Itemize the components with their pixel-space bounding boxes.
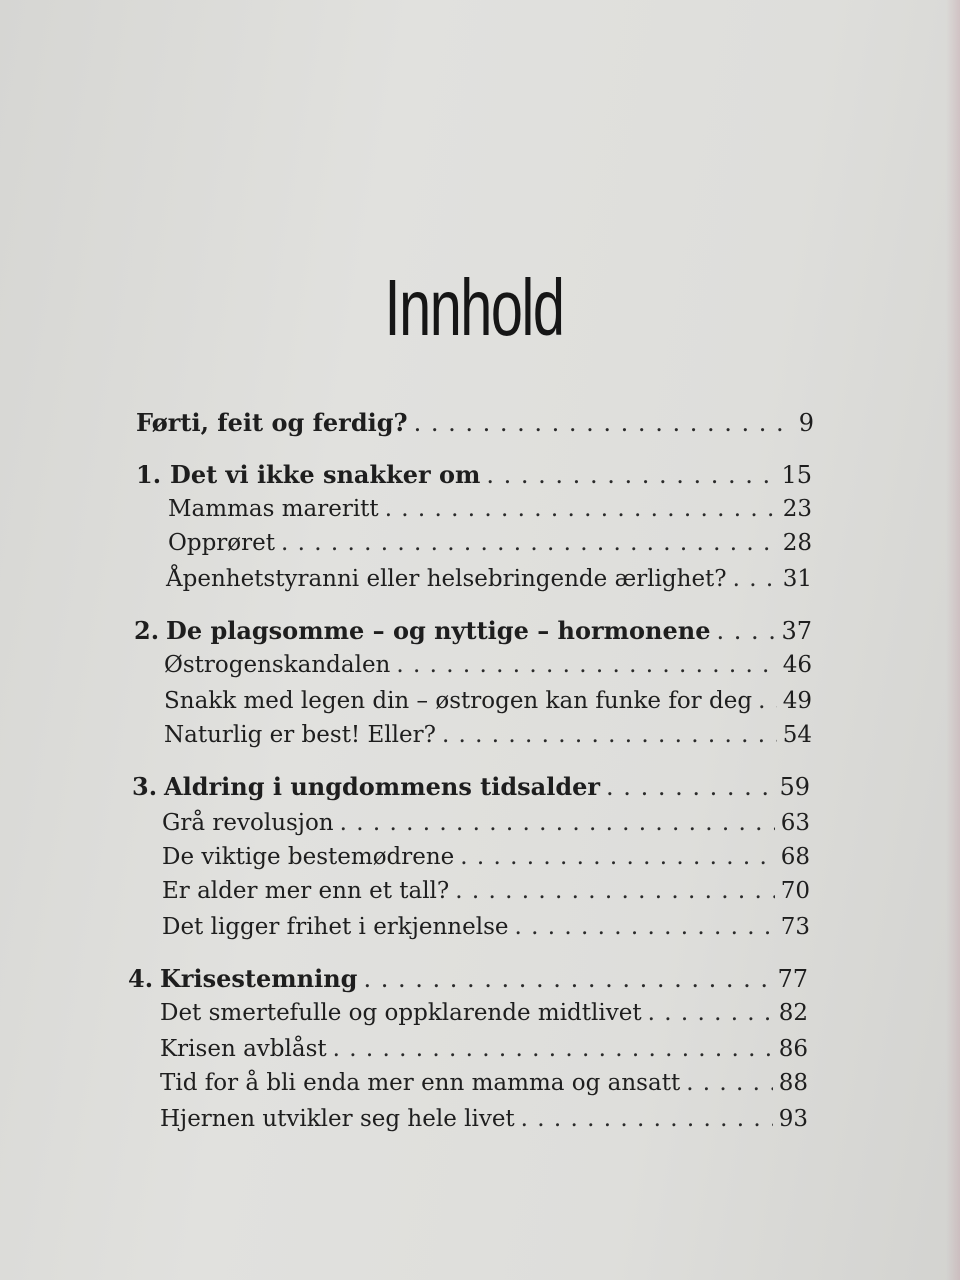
toc-page-number: 63: [780, 810, 810, 836]
toc-entry-label: Tid for å bli enda mer enn mamma og ansatt: [160, 1070, 681, 1096]
toc-section: [162, 912, 810, 942]
toc-entry-label: Det smertefulle og oppklarende midtlivet: [160, 1000, 642, 1026]
dot-leader: [648, 998, 773, 1028]
toc-entry-label: De plagsomme – og nyttige – hormonene: [166, 616, 711, 645]
toc-page-number: 70: [780, 878, 810, 904]
dot-leader: [521, 1104, 773, 1134]
toc-page-number: 73: [780, 914, 810, 940]
toc-entry-label: Er alder mer enn et tall?: [162, 878, 450, 904]
dot-leader: [686, 1068, 773, 1098]
toc-entry-label: Førti, feit og ferdig?: [136, 408, 408, 437]
dot-leader: [442, 720, 777, 750]
toc-page-number: 88: [778, 1070, 808, 1096]
toc-entry-label: Hjernen utvikler seg hele livet: [160, 1106, 515, 1132]
toc-page-number: 82: [778, 1000, 808, 1026]
toc-page-number: 31: [782, 566, 812, 592]
dot-leader: [333, 1034, 773, 1064]
toc-entry-label: Krisestemning: [160, 964, 358, 993]
toc-section: [168, 528, 812, 558]
dot-leader: [606, 772, 773, 802]
dot-leader: [758, 686, 777, 716]
chapter-number: 4.: [128, 964, 154, 993]
toc-section: [164, 720, 812, 750]
toc-page-number: 46: [782, 652, 812, 678]
toc-entry-label: Østrogenskandalen: [164, 652, 391, 678]
dot-leader: [455, 876, 774, 906]
toc-section: [168, 494, 812, 524]
chapter-number: 1.: [136, 460, 162, 489]
dot-leader: [733, 564, 777, 594]
dot-leader: [717, 616, 776, 646]
toc-entry-label: Mammas mareritt: [168, 496, 379, 522]
toc-section: [166, 564, 812, 594]
toc-page-number: 54: [782, 722, 812, 748]
toc-entry-label: Opprøret: [168, 530, 275, 556]
toc-page-number: 68: [780, 844, 810, 870]
toc-page-number: 9: [798, 409, 814, 437]
toc-page-number: 15: [781, 461, 812, 489]
toc-page-number: 28: [782, 530, 812, 556]
toc-section: [164, 650, 812, 680]
chapter-number: 2.: [134, 616, 160, 645]
dot-leader: [396, 650, 776, 680]
dot-leader: [514, 912, 774, 942]
toc-section: [160, 1034, 808, 1064]
toc-entry-label: De viktige bestemødrene: [162, 844, 455, 870]
toc-entry-label: Naturlig er best! Eller?: [164, 722, 436, 748]
toc-chapter-1: [136, 460, 812, 490]
toc-page-number: 93: [778, 1106, 808, 1132]
toc-page-number: 86: [778, 1036, 808, 1062]
toc-section: [162, 876, 810, 906]
dot-leader: [414, 408, 793, 438]
toc-page-number: 23: [782, 496, 812, 522]
dot-leader: [340, 808, 775, 838]
dot-leader: [385, 494, 777, 524]
toc-entry-label: Grå revolusjon: [162, 810, 334, 836]
toc-section: [160, 998, 808, 1028]
toc-chapter-4: [128, 964, 808, 994]
toc-section: [162, 842, 810, 872]
toc-page-number: 49: [782, 688, 812, 714]
toc-entry-label: Krisen avblåst: [160, 1036, 327, 1062]
toc-entry-label: Aldring i ungdommens tidsalder: [164, 772, 601, 801]
dot-leader: [486, 460, 775, 490]
toc-entry-label: Åpenhetstyranni eller helsebringende ærlighet?: [166, 566, 727, 592]
page-title: Innhold: [384, 263, 564, 352]
toc-section: [164, 686, 812, 716]
dot-leader: [363, 964, 771, 994]
toc-page-number: 59: [779, 773, 810, 801]
toc-entry-label: Snakk med legen din – østrogen kan funke for deg: [164, 688, 753, 714]
toc-section: [162, 808, 810, 838]
dot-leader: [281, 528, 777, 558]
toc-chapter-2: [134, 616, 812, 646]
chapter-number: 3.: [132, 772, 158, 801]
toc-section: [160, 1104, 808, 1134]
toc-page-number: 37: [781, 617, 812, 645]
dot-leader: [460, 842, 774, 872]
toc-entry-label: Det vi ikke snakker om: [170, 460, 481, 489]
toc-entry-intro: [136, 408, 814, 438]
toc-page-number: 77: [777, 965, 808, 993]
toc-section: [160, 1068, 808, 1098]
toc-entry-label: Det ligger frihet i erkjennelse: [162, 914, 509, 940]
toc-chapter-3: [132, 772, 810, 802]
